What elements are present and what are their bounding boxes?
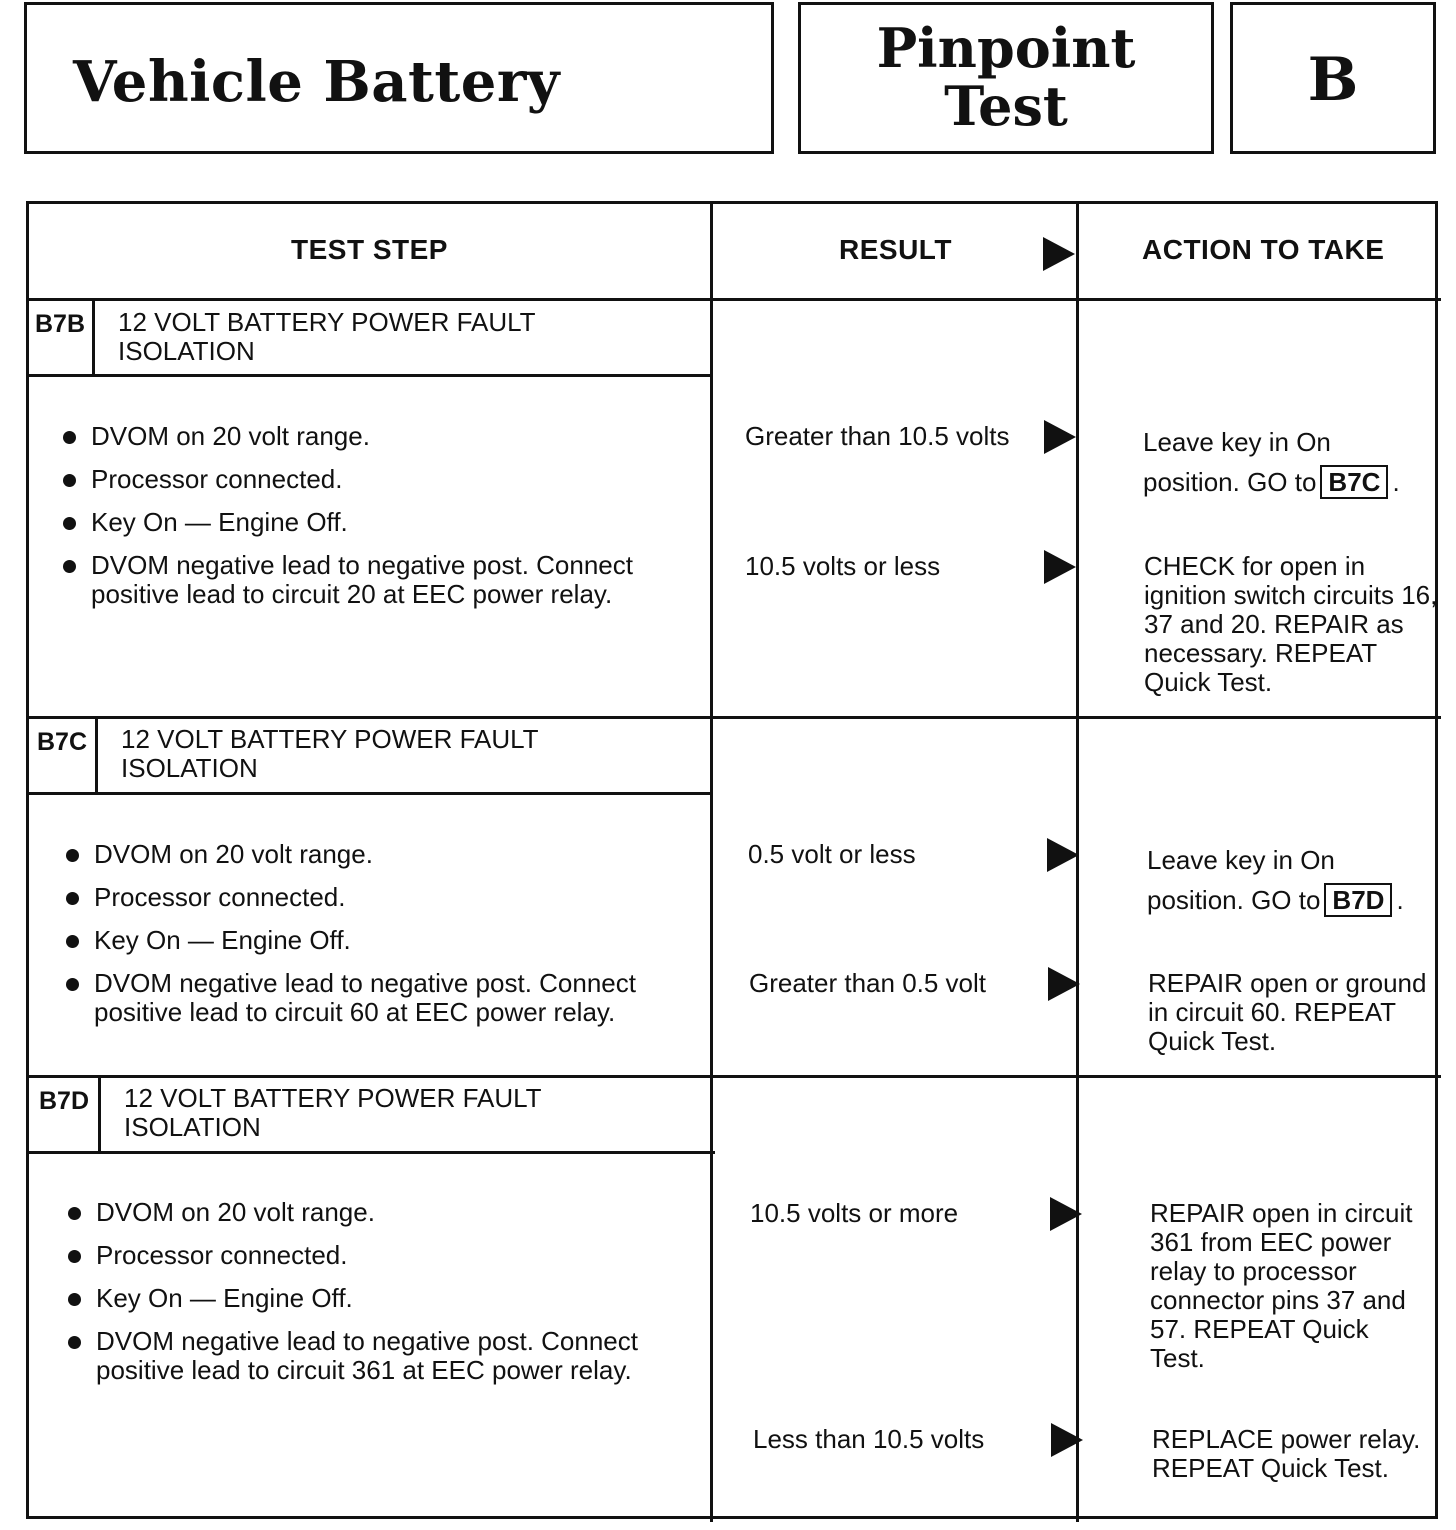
step-reference-b7c: B7C xyxy=(1320,465,1388,499)
instruction-item: Key On — Engine Off. xyxy=(64,1284,684,1313)
step-title xyxy=(118,308,678,366)
step-instructions xyxy=(59,422,679,623)
instruction-item: Key On — Engine Off. xyxy=(62,926,682,955)
instruction-item: DVOM negative lead to negative post. Connect positive lead to circuit 60 at EEC power relay. xyxy=(62,969,682,1027)
instruction-item: DVOM on 20 volt range. xyxy=(62,840,682,869)
result-text: 10.5 volts or less xyxy=(745,551,941,581)
test-type-label xyxy=(801,16,1211,138)
result-arrow-icon xyxy=(1044,550,1076,584)
step-title-line1: 12 VOLT BATTERY POWER FAULT xyxy=(121,724,539,754)
step-reference-b7d: B7D xyxy=(1324,883,1392,917)
instruction-item: DVOM negative lead to negative post. Connect positive lead to circuit 361 at EEC power relay. xyxy=(64,1327,684,1385)
step-title-line2: ISOLATION xyxy=(118,336,255,366)
action-header: ACTION TO TAKE xyxy=(1142,234,1385,265)
step-title-line2: ISOLATION xyxy=(124,1112,261,1142)
instruction-item: DVOM on 20 volt range. xyxy=(59,422,679,451)
step-divider xyxy=(29,716,1441,719)
action-text: REPLACE power relay. REPEAT Quick Test. xyxy=(1152,1424,1421,1483)
column-divider xyxy=(710,204,713,1522)
instruction-item: DVOM on 20 volt range. xyxy=(64,1198,684,1227)
step-title-divider xyxy=(29,1151,715,1154)
step-id: B7C xyxy=(37,728,88,756)
title-box xyxy=(24,2,774,154)
action-text xyxy=(1143,422,1443,502)
result-arrow-icon xyxy=(1044,420,1076,454)
action-suffix: . xyxy=(1396,885,1404,915)
action-goto xyxy=(1147,880,1447,920)
step-instructions xyxy=(62,840,682,1041)
result-text: Less than 10.5 volts xyxy=(753,1424,985,1454)
step-id-divider xyxy=(92,301,95,375)
result-arrow-icon xyxy=(1048,967,1080,1001)
step-id-divider xyxy=(95,719,98,793)
result-header: RESULT xyxy=(839,234,952,265)
header-divider xyxy=(29,298,1441,301)
test-code: B xyxy=(1307,45,1359,115)
step-title-divider xyxy=(29,792,712,795)
step-title xyxy=(124,1084,684,1142)
action-goto xyxy=(1143,462,1443,502)
result-text: 10.5 volts or more xyxy=(750,1198,959,1228)
test-type-line2: Test xyxy=(944,74,1068,138)
instruction-item: Processor connected. xyxy=(59,465,679,494)
step-title-line1: 12 VOLT BATTERY POWER FAULT xyxy=(118,307,536,337)
step-instructions xyxy=(64,1198,684,1399)
test-type-box xyxy=(798,2,1214,154)
result-text: Greater than 10.5 volts xyxy=(745,421,1010,451)
action-suffix: . xyxy=(1392,467,1400,497)
step-id: B7D xyxy=(39,1087,90,1115)
action-prefix: position. GO to xyxy=(1147,885,1321,915)
step-title-line2: ISOLATION xyxy=(121,753,258,783)
instruction-item: Key On — Engine Off. xyxy=(59,508,679,537)
action-text: REPAIR open or ground in circuit 60. REPEAT Quick Test. xyxy=(1148,968,1427,1056)
test-type-line1: Pinpoint xyxy=(876,16,1136,80)
page-title: Vehicle Battery xyxy=(73,49,560,115)
result-text: 0.5 volt or less xyxy=(748,839,916,869)
step-id: B7B xyxy=(35,310,86,338)
action-text: REPAIR open in circuit 361 from EEC power relay to processor connector pins 37 and 57. REPEAT Quick Test. xyxy=(1150,1198,1413,1373)
instruction-item: DVOM negative lead to negative post. Connect positive lead to circuit 20 at EEC power relay. xyxy=(59,551,679,609)
instruction-item: Processor connected. xyxy=(64,1241,684,1270)
header-arrow-icon xyxy=(1043,237,1075,271)
result-arrow-icon xyxy=(1051,1423,1083,1457)
step-title xyxy=(121,725,681,783)
step-divider xyxy=(29,1075,1441,1078)
action-text: CHECK for open in ignition switch circuits 16, 37 and 20. REPAIR as necessary. REPEAT Quick Test. xyxy=(1144,551,1438,697)
action-line: Leave key in On xyxy=(1147,845,1335,875)
pinpoint-test-table xyxy=(26,201,1438,1519)
step-title-line1: 12 VOLT BATTERY POWER FAULT xyxy=(124,1083,542,1113)
action-prefix: position. GO to xyxy=(1143,467,1317,497)
action-line: Leave key in On xyxy=(1143,427,1331,457)
test-step-header: TEST STEP xyxy=(291,234,448,265)
instruction-item: Processor connected. xyxy=(62,883,682,912)
action-text xyxy=(1147,840,1447,920)
step-title-divider xyxy=(29,374,710,377)
step-id-divider xyxy=(98,1078,101,1152)
result-arrow-icon xyxy=(1050,1197,1082,1231)
result-text: Greater than 0.5 volt xyxy=(749,968,987,998)
result-arrow-icon xyxy=(1047,838,1079,872)
test-code-box xyxy=(1230,2,1436,154)
